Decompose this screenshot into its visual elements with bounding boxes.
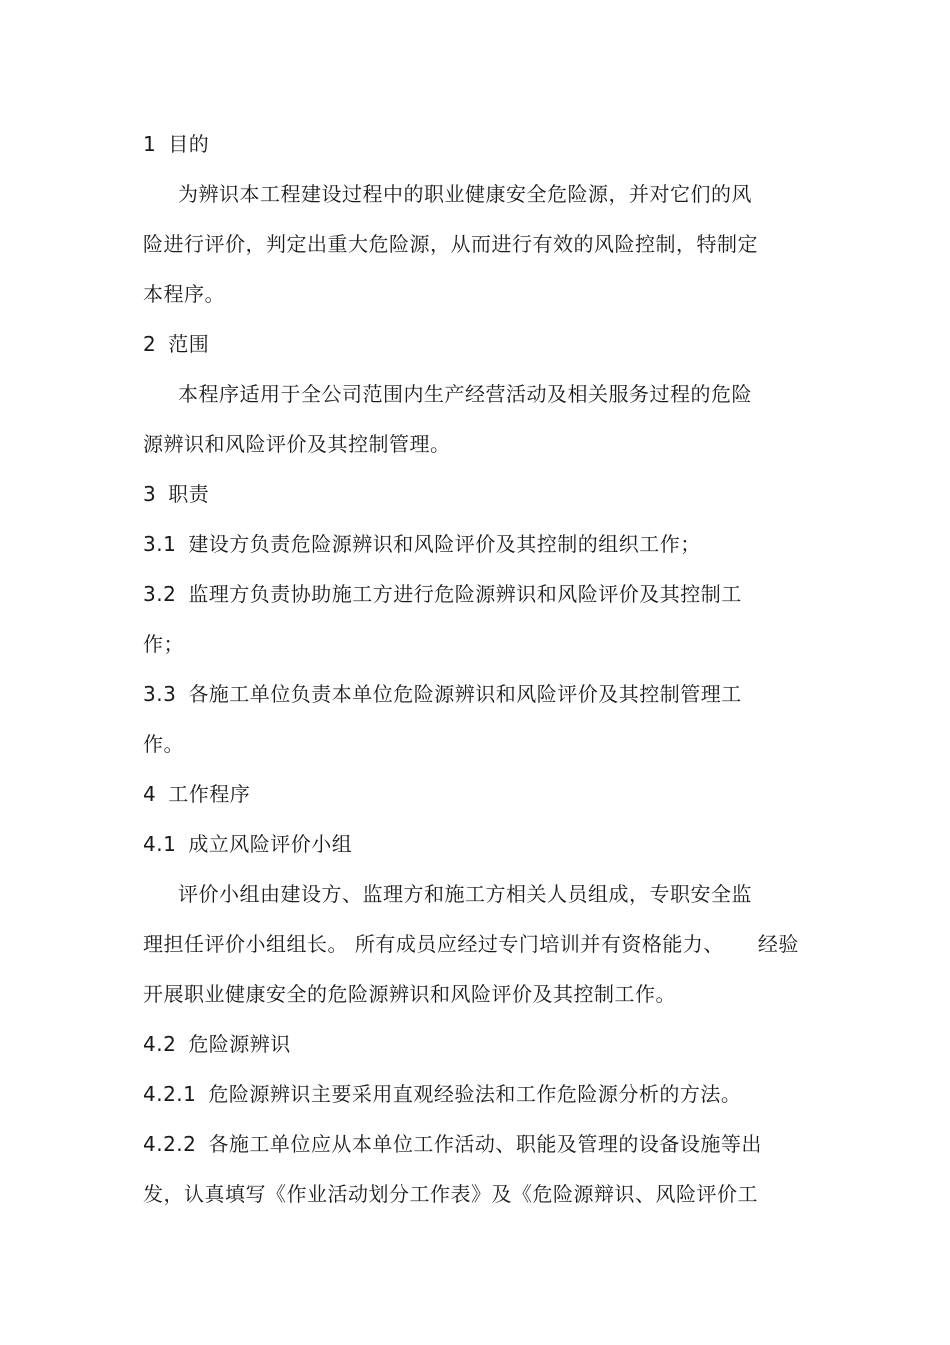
- line-text: 作。: [143, 732, 184, 756]
- section-number: 4.2: [143, 1032, 177, 1056]
- section-number: 3.2: [143, 582, 177, 606]
- line-text: 危险源辨识: [188, 1032, 291, 1056]
- line-text: 险进行评价，判定出重大危险源，从而进行有效的风险控制，特制定: [143, 232, 758, 256]
- line-text: 评价小组由建设方、监理方和施工方相关人员组成，专职安全监: [178, 882, 752, 906]
- paragraph-line: [143, 430, 451, 458]
- section-number: 2: [143, 332, 157, 356]
- subsection-4-1: [143, 830, 352, 858]
- line-text: 监理方负责协助施工方进行危险源辨识和风险评价及其控制工: [188, 582, 742, 606]
- line-text: 各施工单位应从本单位工作活动、职能及管理的设备设施等出: [208, 1132, 762, 1156]
- line-text: 本程序适用于全公司范围内生产经营活动及相关服务过程的危险: [178, 382, 752, 406]
- line-text: 成立风险评价小组: [188, 832, 353, 856]
- subsection-4-2-1: [143, 1080, 741, 1108]
- subsection-3-2: [143, 580, 742, 608]
- section-number: 1: [143, 132, 157, 156]
- line-text: 开展职业健康安全的危险源辨识和风险评价及其控制工作。: [143, 982, 676, 1006]
- line-text: 源辨识和风险评价及其控制管理。: [143, 432, 451, 456]
- subsection-3-3: [143, 680, 742, 708]
- line-text: 为辨识本工程建设过程中的职业健康安全危险源，并对它们的风: [178, 182, 752, 206]
- section-number: 3.1: [143, 532, 177, 556]
- section-number: 4.1: [143, 832, 177, 856]
- paragraph-line: [178, 880, 752, 908]
- subsection-4-2: [143, 1030, 291, 1058]
- line-text: 本程序。: [143, 282, 225, 306]
- line-text: 危险源辨识主要采用直观经验法和工作危险源分析的方法。: [208, 1082, 742, 1106]
- line-text: 作；: [143, 632, 184, 656]
- paragraph-line: [143, 280, 225, 308]
- section-number: 3: [143, 482, 157, 506]
- subsection-4-2-2: [143, 1130, 762, 1158]
- section-number: 4.2.2: [143, 1132, 197, 1156]
- section-number: 3.3: [143, 682, 177, 706]
- paragraph-line: [178, 380, 752, 408]
- section-number: 4: [143, 782, 157, 806]
- paragraph-line: [143, 980, 676, 1008]
- paragraph-line: [143, 730, 184, 758]
- line-text: 各施工单位负责本单位危险源辨识和风险评价及其控制管理工: [188, 682, 742, 706]
- paragraph-line: [143, 230, 758, 258]
- paragraph-line: [143, 1180, 758, 1208]
- section-number: 4.2.1: [143, 1082, 197, 1106]
- section-title: 工作程序: [168, 782, 251, 806]
- section-title: 职责: [168, 482, 210, 506]
- heading-2: [143, 330, 209, 358]
- heading-3: [143, 480, 209, 508]
- line-text: 建设方负责危险源辨识和风险评价及其控制的组织工作；: [188, 532, 701, 556]
- line-text: 发，认真填写《作业活动划分工作表》及《危险源辩识、风险评价工: [143, 1182, 758, 1206]
- paragraph-line: [178, 180, 752, 208]
- paragraph-line: [143, 630, 184, 658]
- heading-4: [143, 780, 250, 808]
- subsection-3-1: [143, 530, 701, 558]
- line-text: 理担任评价小组组长。 所有成员应经过专门培训并有资格能力、: [143, 932, 724, 956]
- paragraph-line: [143, 930, 799, 958]
- heading-1: [143, 130, 209, 158]
- section-title: 目的: [168, 132, 210, 156]
- line-text-tail: 经验: [757, 932, 799, 956]
- section-title: 范围: [168, 332, 210, 356]
